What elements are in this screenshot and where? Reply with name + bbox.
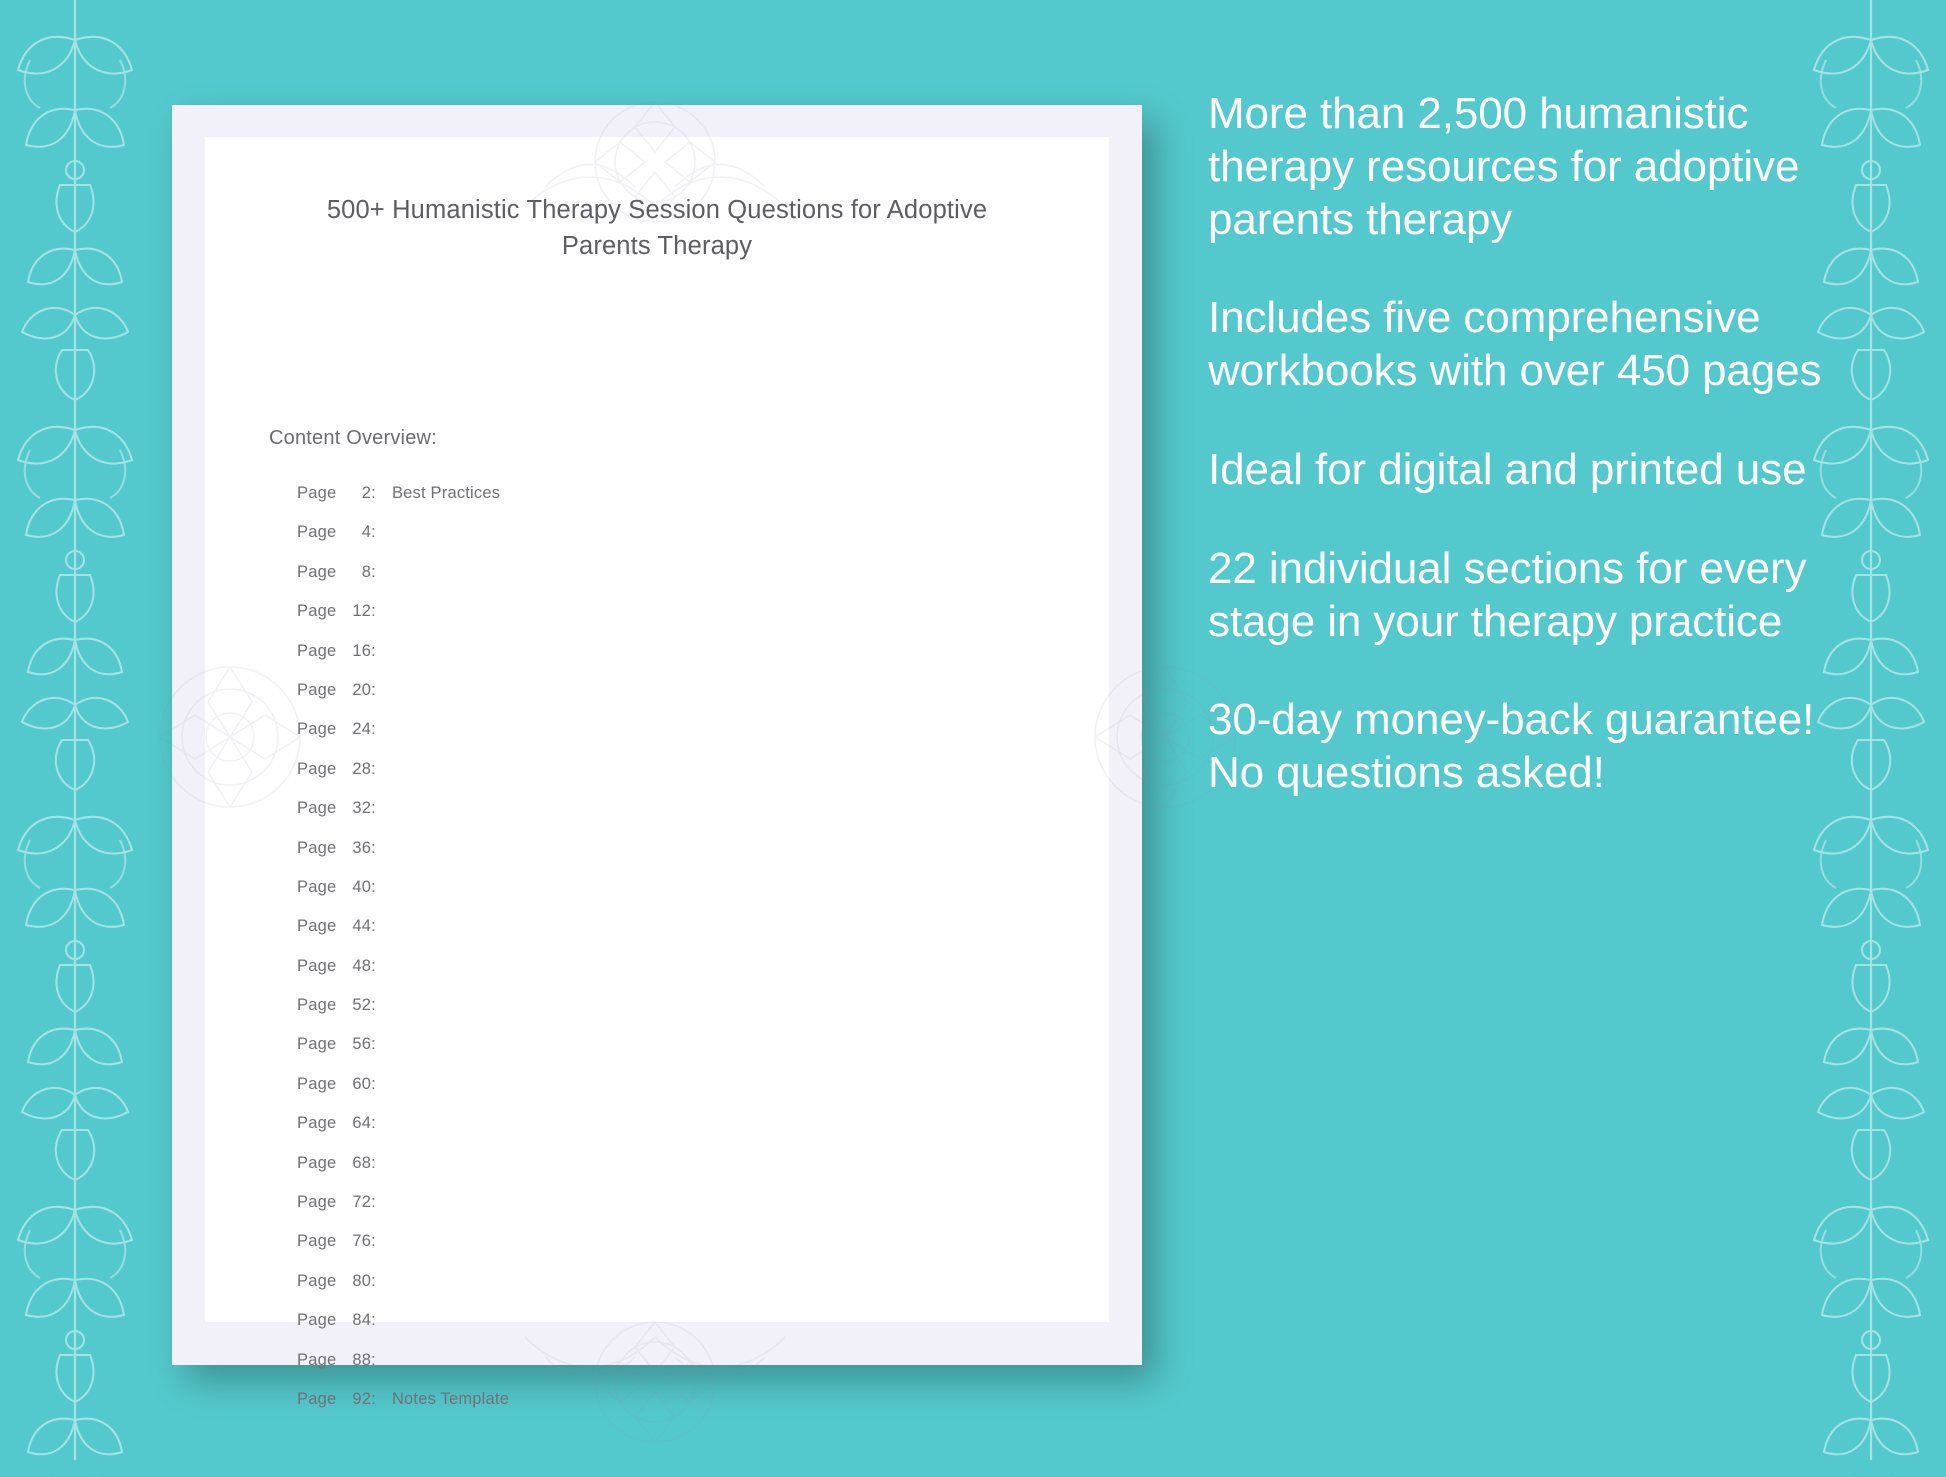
list-item: Page 40: <box>297 868 1057 907</box>
page-word: Page <box>297 759 337 778</box>
list-item: Page 52: <box>297 986 1057 1025</box>
page-word: Page <box>297 1153 337 1172</box>
marketing-bullet: 22 individual sections for every stage in your therapy practice <box>1208 543 1807 646</box>
list-item: Page 60: <box>297 1065 1057 1104</box>
page-number: 40 <box>352 877 372 896</box>
page-word: Page <box>297 641 337 660</box>
marketing-bullet: 30-day money-back guarantee! No questions asked! <box>1208 695 1815 798</box>
page-word: Page <box>297 1311 337 1330</box>
list-item: Page 44: <box>297 907 1057 946</box>
page-number: 8 <box>361 562 372 581</box>
botanical-vine-icon <box>0 0 150 1460</box>
list-item: Page 76: <box>297 1222 1057 1261</box>
list-item: Page 36: <box>297 829 1057 868</box>
list-item: Page 80: <box>297 1262 1057 1301</box>
page-number: 48 <box>352 956 372 975</box>
page-word: Page <box>297 996 337 1015</box>
page-word: Page <box>297 680 337 699</box>
marketing-bullet: Ideal for digital and printed use <box>1208 444 1807 494</box>
table-of-contents <box>297 474 1057 1419</box>
list-item: Page 84: <box>297 1301 1057 1340</box>
page-word: Page <box>297 1193 337 1212</box>
page-number: 4 <box>361 523 372 542</box>
section-label: Best Practices <box>391 484 501 502</box>
page-number: 32 <box>352 799 372 818</box>
page-number: 44 <box>352 917 372 936</box>
page-word: Page <box>297 877 337 896</box>
list-item: Page 2: Best Practices <box>297 474 1057 513</box>
document-preview <box>205 137 1109 1408</box>
page-number: 64 <box>352 1114 372 1133</box>
page-word: Page <box>297 484 337 502</box>
page-number: 12 <box>352 602 372 621</box>
list-item: Page 20: <box>297 671 1057 710</box>
page-word: Page <box>297 838 337 857</box>
list-item: Page 88: <box>297 1341 1057 1380</box>
marketing-bullet: More than 2,500 humanistic therapy resources for adoptive parents therapy <box>1208 89 1800 244</box>
page-word: Page <box>297 1389 337 1408</box>
page-word: Page <box>297 720 337 739</box>
page-number: 2 <box>361 484 372 502</box>
page-number: 28 <box>352 759 372 778</box>
page-number: 92 <box>352 1389 372 1408</box>
marketing-bullet: Includes five comprehensive workbooks with over 450 pages <box>1208 293 1822 396</box>
page-word: Page <box>297 1074 337 1093</box>
page-number: 88 <box>352 1350 372 1369</box>
page-title: 500+ Humanistic Therapy Session Questions for Adoptive Parents Therapy <box>326 196 988 261</box>
list-item: Page 68: <box>297 1144 1057 1183</box>
page-number: 20 <box>352 680 372 699</box>
page-number: 24 <box>352 720 372 739</box>
page-word: Page <box>297 523 337 542</box>
list-item: Page 4: <box>297 513 1057 552</box>
page-number: 68 <box>352 1153 372 1172</box>
page-number: 76 <box>352 1232 372 1251</box>
page-number: 16 <box>352 641 372 660</box>
page-number: 60 <box>352 1074 372 1093</box>
list-item: Page 28: <box>297 750 1057 789</box>
page-word: Page <box>297 1271 337 1290</box>
page-word: Page <box>297 562 337 581</box>
list-item: Page 92: Notes Template <box>297 1380 1057 1419</box>
page-number: 84 <box>352 1311 372 1330</box>
list-item: Page 56: <box>297 1025 1057 1064</box>
marketing-bullet-list <box>1208 88 1848 800</box>
list-item: Page 64: <box>297 1104 1057 1143</box>
list-item: Page 48: <box>297 947 1057 986</box>
page-word: Page <box>297 917 337 936</box>
page-word: Page <box>297 602 337 621</box>
list-item: Page 16: <box>297 632 1057 671</box>
page-word: Page <box>297 1114 337 1133</box>
page-number: 36 <box>352 838 372 857</box>
page-word: Page <box>297 1350 337 1369</box>
list-item: Page 12: <box>297 592 1057 631</box>
page-number: 80 <box>352 1271 372 1290</box>
list-item: Page 72: <box>297 1183 1057 1222</box>
page-word: Page <box>297 799 337 818</box>
list-item: Page 24: <box>297 710 1057 749</box>
list-item: Page 8: <box>297 553 1057 592</box>
page-word: Page <box>297 1232 337 1251</box>
content-overview-label: Content Overview: <box>269 427 437 449</box>
page-number: 56 <box>352 1035 372 1054</box>
page-word: Page <box>297 1035 337 1054</box>
list-item: Page 32: <box>297 789 1057 828</box>
decorative-border-left <box>0 0 150 1460</box>
page-number: 72 <box>352 1193 372 1212</box>
page-number: 52 <box>352 996 372 1015</box>
section-label: Notes Template <box>391 1389 510 1408</box>
page-word: Page <box>297 956 337 975</box>
